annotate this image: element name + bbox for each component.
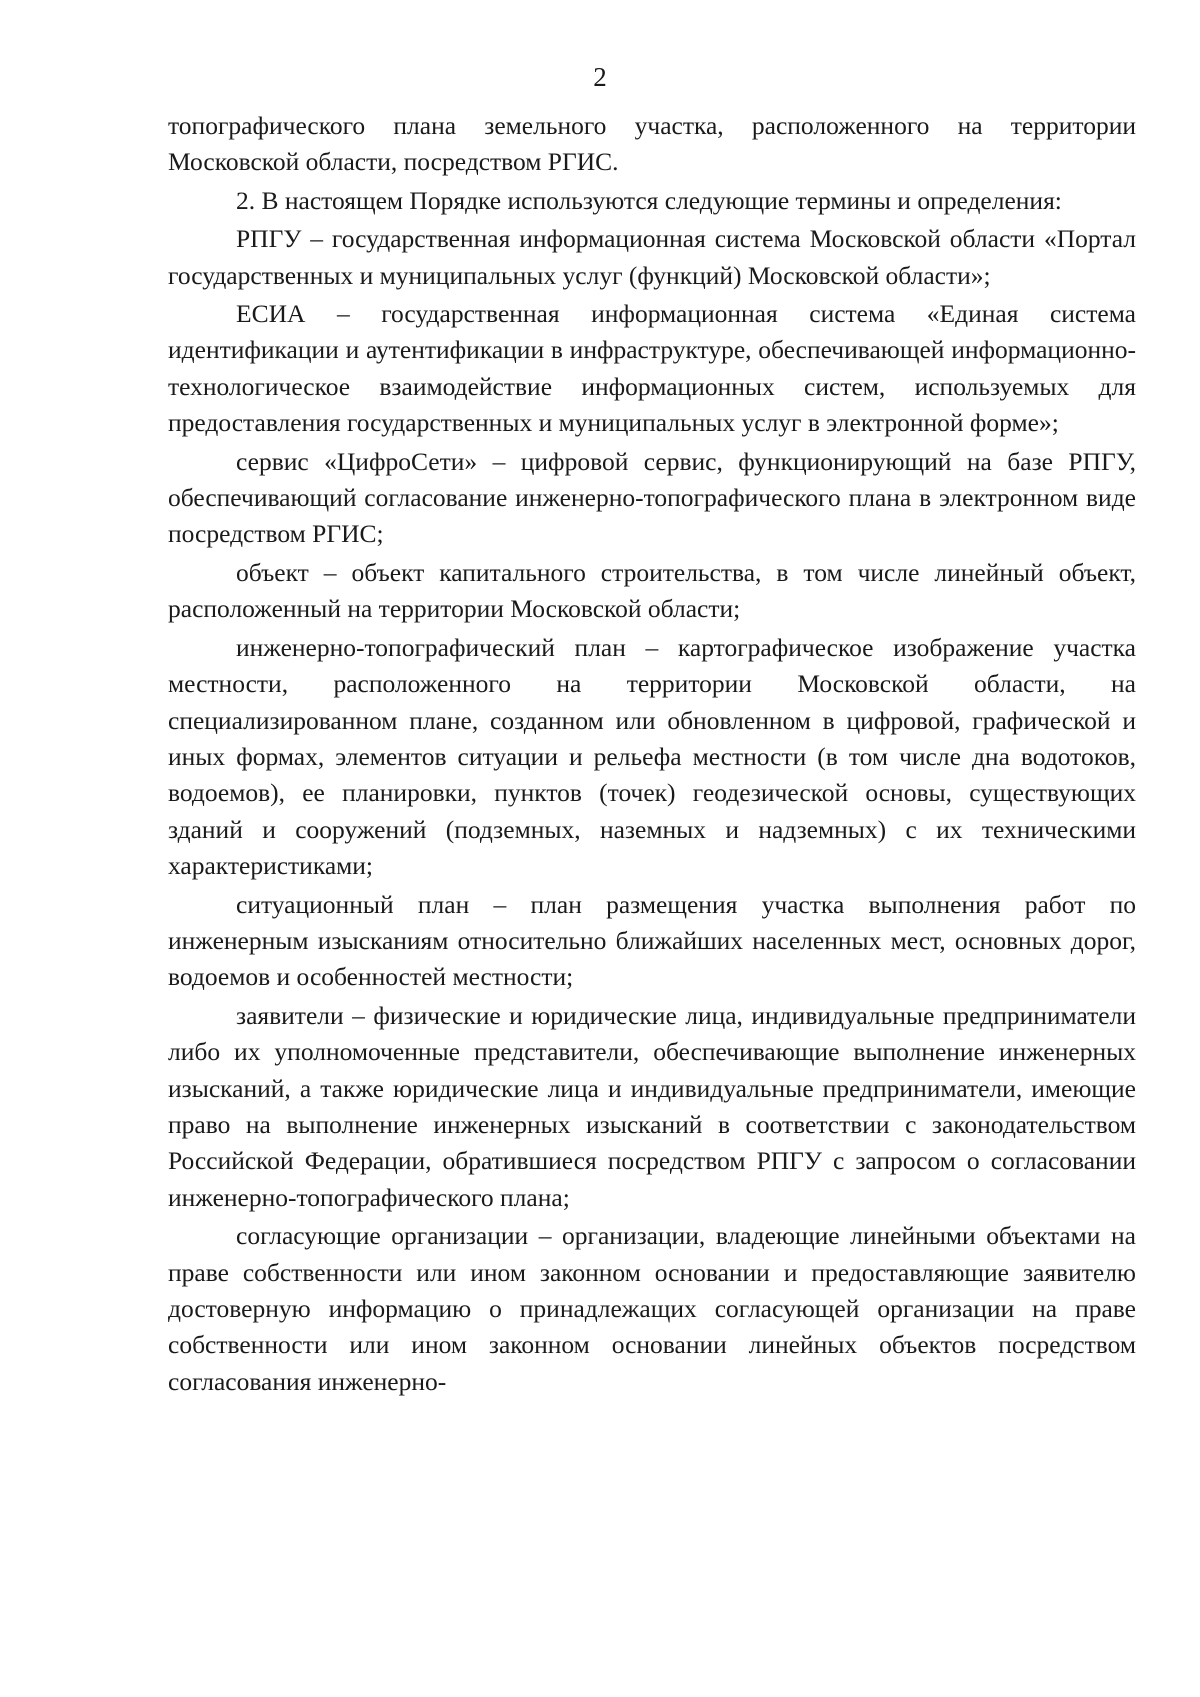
paragraph-definition-esia: ЕСИА – государственная информационная система «Единая система идентификации и аутентификации в инфраструктуре, обеспечивающей информационно-технологическое взаимодействие информационных систем, используемых для предоставления государственных и муниципальных услуг в электронной форме»; [168,299,1136,438]
page-number: 2 [593,62,607,92]
paragraph-definition-situational-plan: ситуационный план – план размещения участка выполнения работ по инженерным изысканиям относительно ближайших населенных мест, основных дорог, водоемов и особенностей местности; [168,889,1136,992]
paragraph-definition-rpgu: РПГУ – государственная информационная система Московской области «Портал государственных и муниципальных услуг (функций) Московской области»; [168,224,1136,290]
paragraph-definition-cifroseti: сервис «ЦифроСети» – цифровой сервис, функционирующий на базе РПГУ, обеспечивающий согласование инженерно-топографического плана в электронном виде посредством РГИС; [168,446,1136,549]
paragraph-terms-intro: 2. В настоящем Порядке используются следующие термины и определения: [236,185,1062,215]
document-body [168,108,1136,1400]
paragraph-definition-object: объект – объект капитального строительства, в том числе линейный объект, расположенный на территории Московской области; [168,557,1136,624]
paragraph-definition-applicants: заявители – физические и юридические лица, индивидуальные предприниматели либо их уполномоченные представители, обеспечивающие выполнение инженерных изысканий, а также юридические лица и индивидуальные предприниматели, имеющие право на выполнение инженерных изысканий в соответствии с законодательством Российской Федерации, обратившиеся посредством РПГУ с запросом о согласовании инженерно-топографического плана; [168,1000,1136,1212]
paragraph-definition-approving-organizations: согласующие организации – организации, владеющие линейными объектами на праве собственности или ином законном основании и предоставляющие заявителю достоверную информацию о принадлежащих согласующей организации на праве собственности или ином законном основании линейных объектов посредством согласования инженерно- [168,1221,1136,1396]
paragraph-definition-topographic-plan: инженерно-топографический план – картографическое изображение участка местности, расположенного на территории Московской области, на специализированном плане, созданном или обновленном в цифровой, графической и иных формах, элементов ситуации и рельефа местности (в том числе дна водотоков, водоемов), ее планировки, пунктов (точек) геодезической основы, существующих зданий и сооружений (подземных, наземных и надземных) с их техническими характеристиками; [168,632,1136,881]
paragraph-continuation: топографического плана земельного участка, расположенного на территории Московской области, посредством РГИС. [168,111,1136,177]
